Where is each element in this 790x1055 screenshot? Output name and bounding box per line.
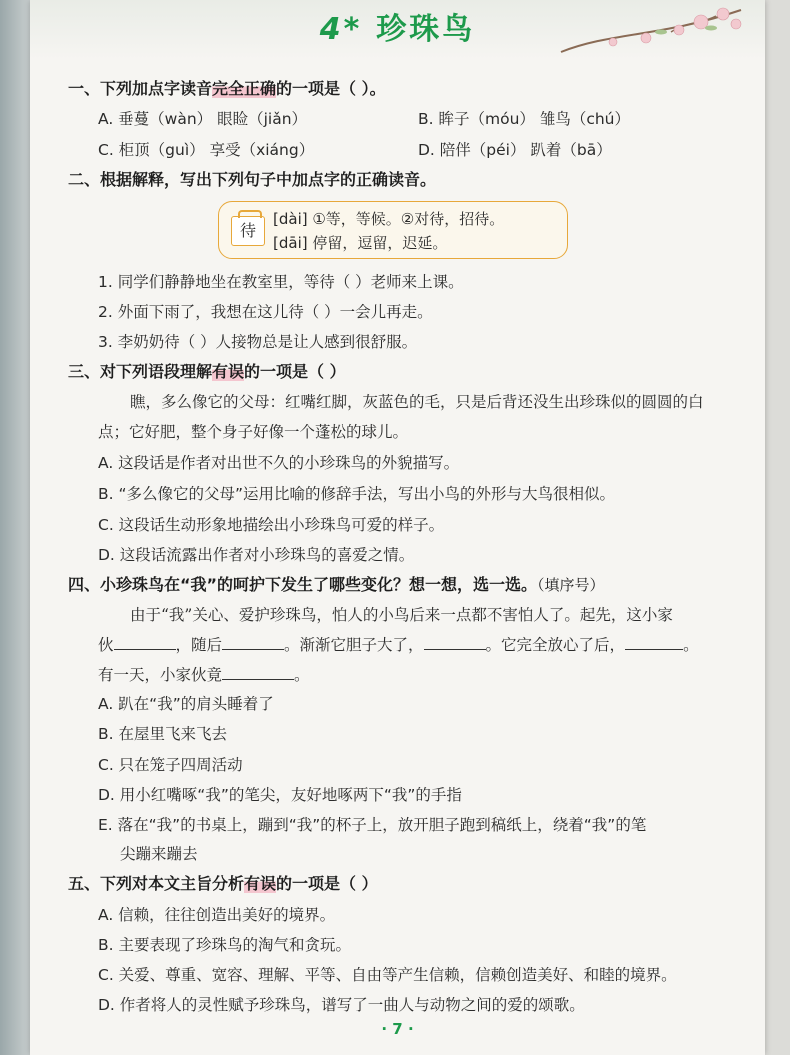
definition-dai4: [dài] ①等，等候。②对待，招待。 [273,210,505,228]
q5-heading [68,871,378,894]
q5-heading-highlight: 有误 [244,874,277,893]
definition-char: 待 [231,216,265,246]
q4-passage-line-2 [98,633,699,655]
q4-text-f: 有一天，小家伙竟 [98,666,223,684]
workbook-page [30,0,765,1055]
title-area [30,4,765,48]
q4-option-a: A. 趴在“我”的肩头睡着了 [98,695,274,713]
lesson-title-text: 珍珠鸟 [376,12,476,47]
q4-blank-2[interactable] [222,635,284,650]
definition-dai1: [dāi] 停留，逗留，迟延。 [273,234,448,252]
q1-heading-post: 的一项是（ ）。 [276,79,386,98]
q3-heading-pre: 三、对下列语段理解 [68,362,213,381]
definition-box [218,201,568,259]
q4-option-c: C. 只在笼子四周活动 [98,756,243,774]
q3-heading [68,359,346,382]
q4-blank-1[interactable] [114,635,176,650]
q3-option-c: C. 这段话生动形象地描绘出小珍珠鸟可爱的样子。 [98,516,445,534]
q4-heading-note: （填序号） [537,576,605,594]
q2-sentence-3: 3. 李奶奶待（ ）人接物总是让人感到很舒服。 [98,333,418,351]
q3-heading-highlight: 有误 [212,362,245,381]
q4-text-a: 伙 [98,636,114,654]
q4-text-b: ，随后 [175,636,223,654]
q4-option-b: B. 在屋里飞来飞去 [98,725,227,743]
q1-option-c: C. 柜顶（guì） 享受（xiáng） [98,141,315,159]
book-spine-edge [0,0,30,1055]
q5-heading-pre: 五、下列对本文主旨分析 [68,874,245,893]
q4-option-e-line-2: 尖蹦来蹦去 [120,845,198,863]
q4-option-e-line-1: E. 落在“我”的书桌上，蹦到“我”的杯子上，放开胆子跑到稿纸上，绕着“我”的笔 [98,816,647,834]
q5-heading-post: 的一项是（ ） [276,874,378,893]
q1-option-d: D. 陪伴（péi） 趴着（bā） [418,141,612,159]
q3-option-b: B. “多么像它的父母”运用比喻的修辞手法，写出小鸟的外形与大鸟很相似。 [98,485,616,503]
q5-option-c: C. 关爱、尊重、宽容、理解、平等、自由等产生信赖，信赖创造美好、和睦的境界。 [98,966,677,984]
q4-text-e: 。 [683,636,699,654]
q3-passage-line-1: 瞧，多么像它的父母：红嘴红脚，灰蓝色的毛，只是后背还没生出珍珠似的圆圆的白 [130,393,704,411]
q4-blank-4[interactable] [625,635,683,650]
lesson-number: 4* [319,12,363,47]
q3-option-a: A. 这段话是作者对出世不久的小珍珠鸟的外貌描写。 [98,454,460,472]
q1-option-b: B. 眸子（móu） 雏鸟（chú） [418,110,630,128]
q1-heading [68,76,386,99]
page-number: · 7 · [381,1020,414,1038]
q4-text-c: 。渐渐它胆子大了， [284,636,424,654]
q4-text-d: 。它完全放心了后， [485,636,626,654]
q1-heading-highlight: 完全正确 [212,79,277,98]
q5-option-d: D. 作者将人的灵性赋予珍珠鸟，谱写了一曲人与动物之间的爱的颂歌。 [98,996,585,1014]
q2-sentence-2: 2. 外面下雨了，我想在这儿待（ ）一会儿再走。 [98,303,433,321]
q2-sentence-1: 1. 同学们静静地坐在教室里，等待（ ）老师来上课。 [98,273,464,291]
q1-option-a: A. 垂蔓（wàn） 眼睑（jiǎn） [98,110,308,128]
q4-heading [68,572,605,595]
q5-option-b: B. 主要表现了珍珠鸟的淘气和贪玩。 [98,936,351,954]
q4-text-g: 。 [294,666,310,684]
q4-option-d: D. 用小红嘴啄“我”的笔尖，友好地啄两下“我”的手指 [98,786,462,804]
q4-blank-5[interactable] [222,665,294,680]
q2-heading: 二、根据解释，写出下列句子中加点字的正确读音。 [68,170,437,189]
q4-heading-text: 四、小珍珠鸟在“我”的呵护下发生了哪些变化？想一想，选一选。 [68,575,538,594]
q4-passage-line-1: 由于“我”关心、爱护珍珠鸟，怕人的小鸟后来一点都不害怕人了。起先，这小家 [130,606,673,624]
lesson-title [320,4,476,48]
q1-heading-pre: 一、下列加点字读音 [68,79,213,98]
q4-blank-3[interactable] [424,635,486,650]
q3-passage-line-2: 点；它好肥，整个身子好像一个蓬松的球儿。 [98,423,409,441]
q5-option-a: A. 信赖，往往创造出美好的境界。 [98,906,336,924]
q3-heading-post: 的一项是（ ） [244,362,346,381]
q4-passage-line-3 [98,663,310,685]
q3-option-d: D. 这段话流露出作者对小珍珠鸟的喜爱之情。 [98,546,415,564]
